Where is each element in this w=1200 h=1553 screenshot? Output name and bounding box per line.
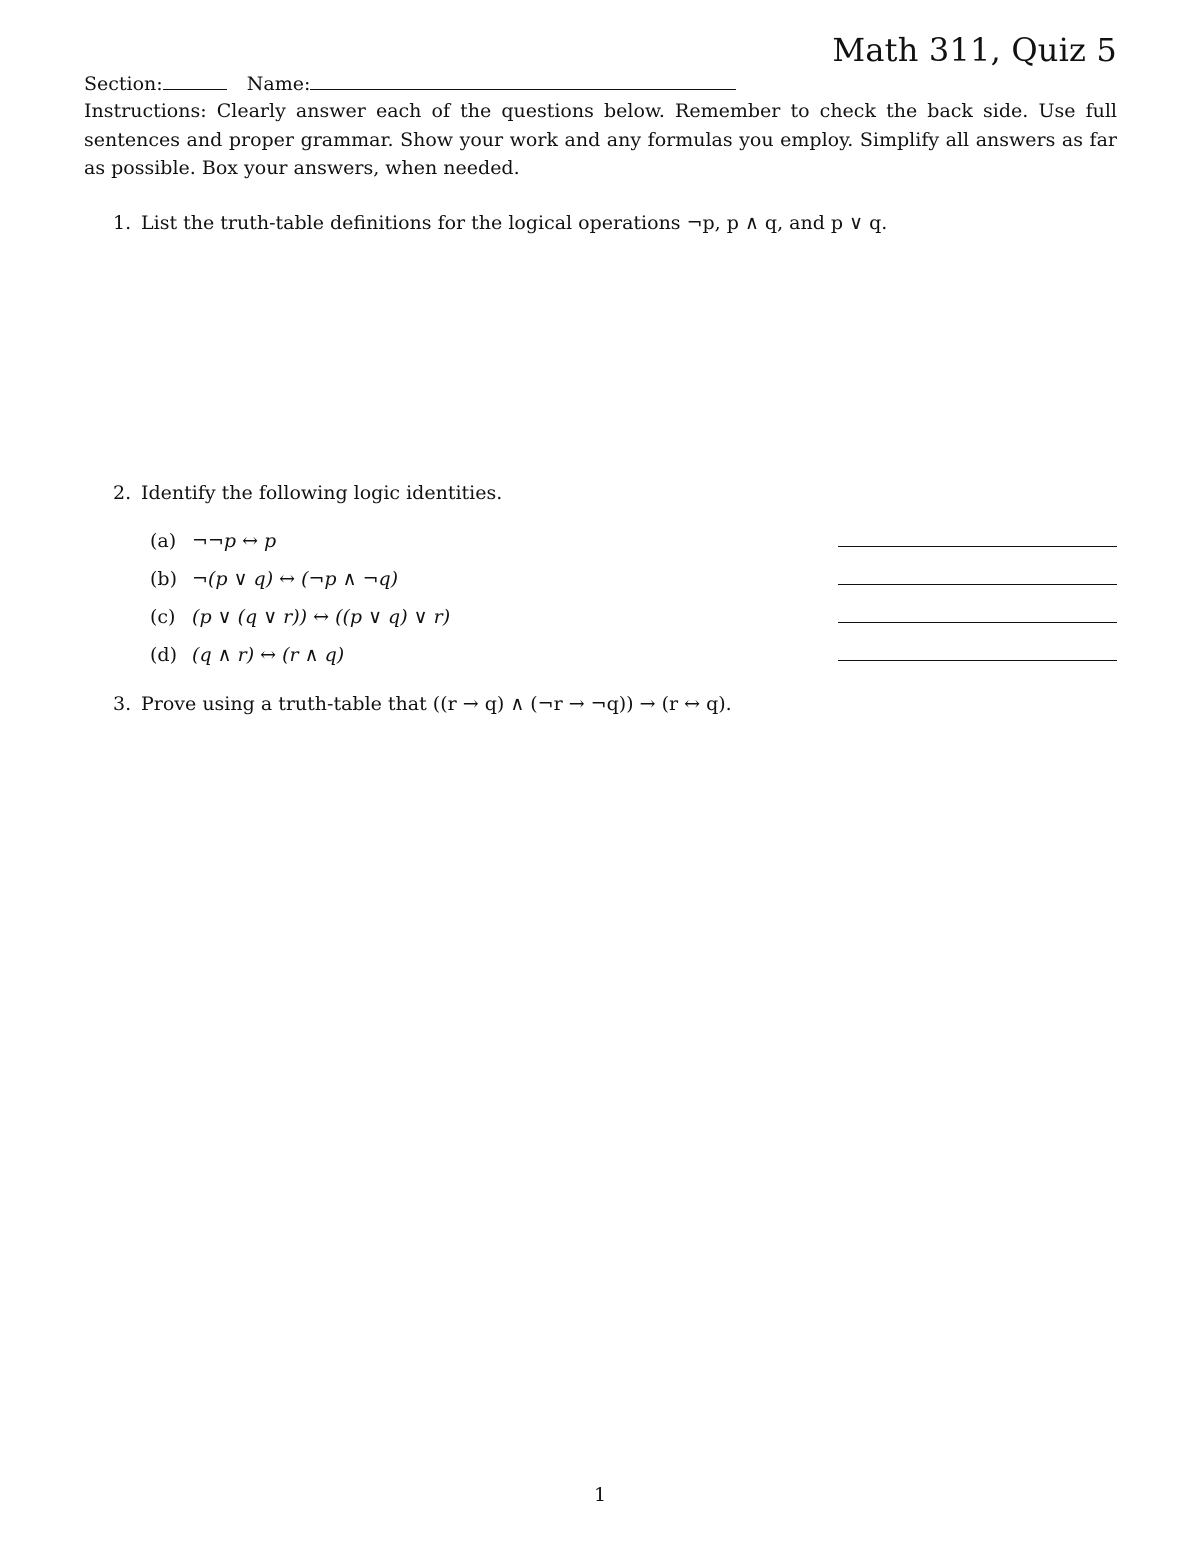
student-info-line xyxy=(84,70,736,97)
question-number: 2. xyxy=(113,482,132,504)
answer-line-a[interactable] xyxy=(838,546,1117,547)
identity-expression: (p ∨ (q ∨ r)) ↔ ((p ∨ q) ∨ r) xyxy=(192,606,451,628)
section-label: Section: xyxy=(84,73,163,95)
instructions: Instructions: Clearly answer each of the questions below. Remember to check the back side. Use full sentences and proper grammar. Show your work and any formulas you employ. Simplify all answers as far as possible. Box your answers, when needed. xyxy=(84,100,1117,179)
identity-part-c xyxy=(150,604,450,630)
name-blank[interactable] xyxy=(310,70,736,90)
page-number: 1 xyxy=(593,1484,607,1506)
question-number: 1. xyxy=(113,212,132,234)
question-text: List the truth-table definitions for the logical operations ¬p, p ∧ q, and p ∨ q. xyxy=(141,212,888,234)
answer-line-b[interactable] xyxy=(838,584,1117,585)
part-label: (c) xyxy=(150,606,176,628)
part-label: (a) xyxy=(150,530,177,552)
question-number: 3. xyxy=(113,693,132,715)
answer-line-d[interactable] xyxy=(838,660,1117,661)
part-label: (d) xyxy=(150,644,177,666)
section-blank[interactable] xyxy=(163,70,227,90)
name-label: Name: xyxy=(246,73,311,95)
identity-part-a xyxy=(150,528,276,554)
question-text: Prove using a truth-table that ((r → q) ∧ (¬r → ¬q)) → (r ↔ q). xyxy=(141,693,732,715)
identity-part-d xyxy=(150,642,344,668)
identity-expression: (q ∧ r) ↔ (r ∧ q) xyxy=(192,644,345,666)
part-label: (b) xyxy=(150,568,177,590)
identity-expression: ¬¬p ↔ p xyxy=(192,530,277,552)
answer-line-c[interactable] xyxy=(838,622,1117,623)
page-title: Math 311, Quiz 5 xyxy=(832,31,1117,69)
question-text: Identify the following logic identities. xyxy=(141,482,503,504)
identity-part-b xyxy=(150,566,398,592)
identity-expression: ¬(p ∨ q) ↔ (¬p ∧ ¬q) xyxy=(192,568,399,590)
